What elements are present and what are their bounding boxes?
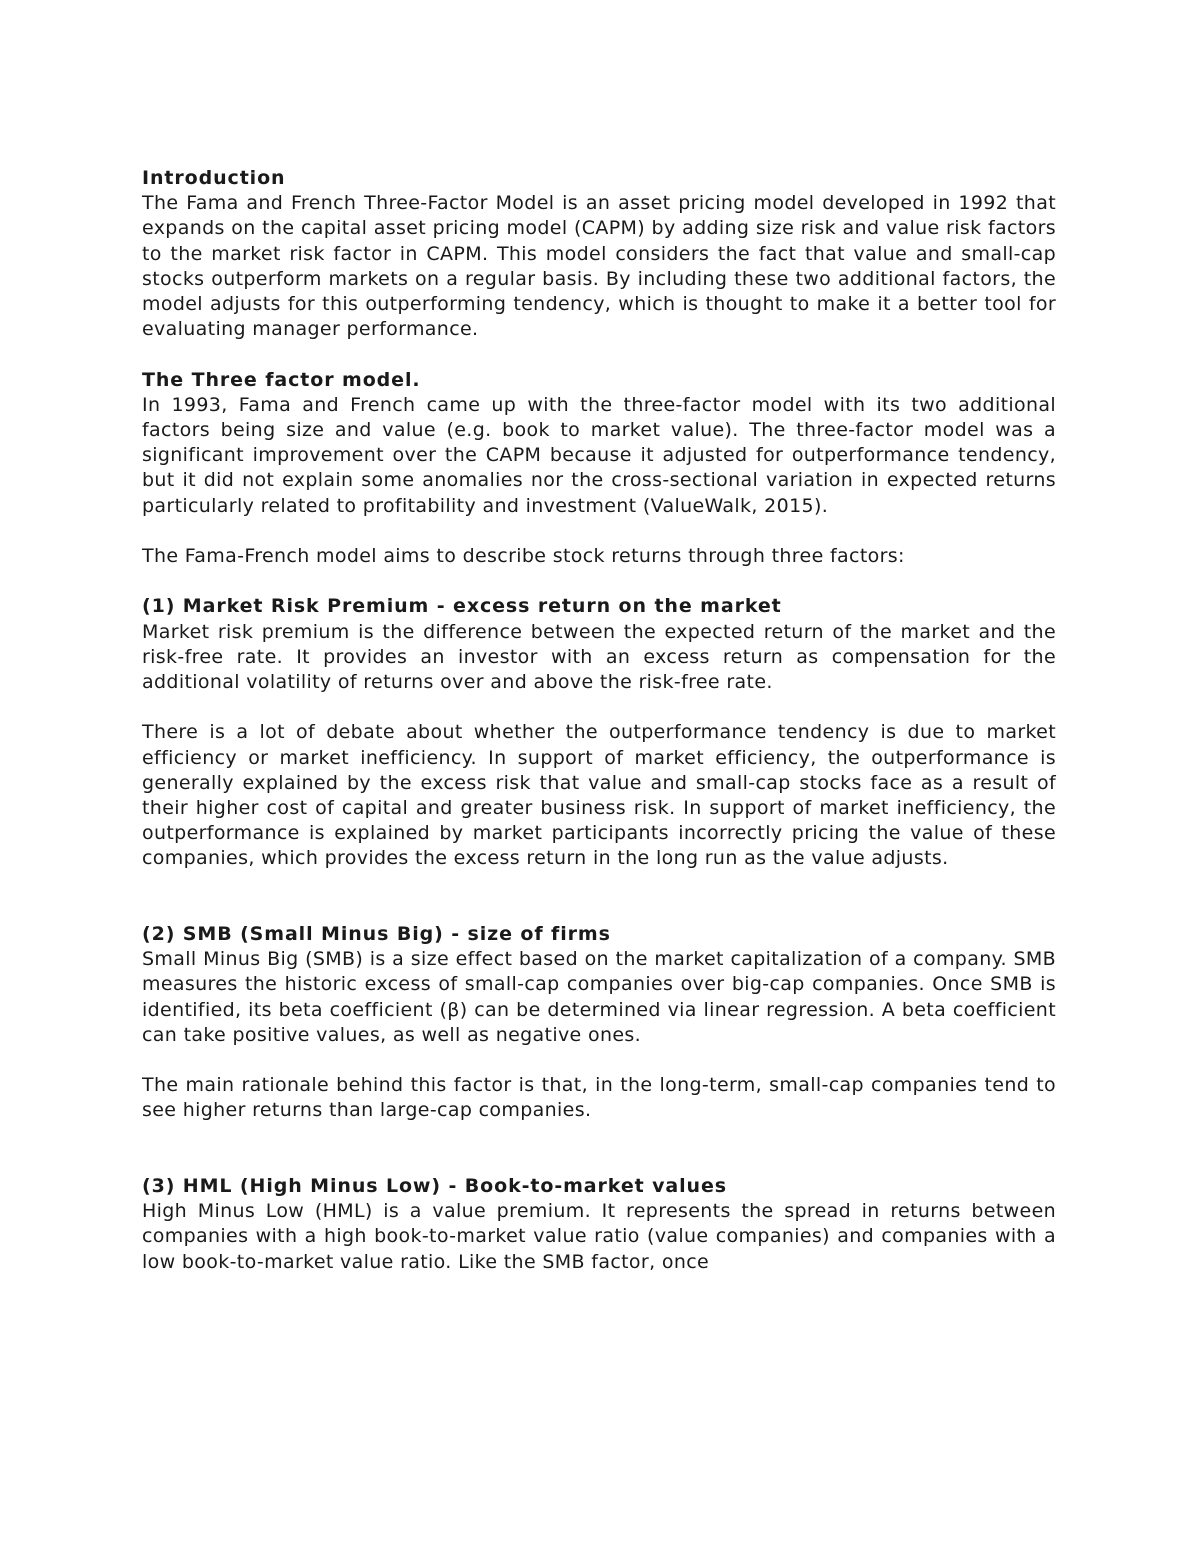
spacer [142, 1048, 1056, 1073]
market-risk-paragraph-1: Market risk premium is the difference between the expected return of the market and the risk-free rate. It provides an investor with an excess return as compensation for the additional volatility of returns over and above the risk-free rate. [142, 620, 1056, 694]
spacer [142, 695, 1056, 720]
three-factor-lead: The Fama-French model aims to describe stock returns through three factors: [142, 545, 905, 568]
spacer [142, 569, 1056, 594]
spacer [142, 1124, 1056, 1174]
hml-heading: (3) HML (High Minus Low) - Book-to-market values [142, 1175, 727, 1198]
intro-paragraph: The Fama and French Three-Factor Model is an asset pricing model developed in 1992 that expands on the capital asset pricing model (CAPM) by adding size risk and value risk factors to the market risk factor in CAPM. This model considers the fact that value and small-cap stocks outperform markets on a regular basis. By including these two additional factors, the model adjusts for this outperforming tendency, which is thought to make it a better tool for evaluating manager performance. [142, 192, 1056, 341]
spacer [142, 342, 1056, 367]
smb-heading: (2) SMB (Small Minus Big) - size of firms [142, 923, 611, 946]
three-factor-paragraph: In 1993, Fama and French came up with the three-factor model with its two additional factors being size and value (e.g. book to market value). The three-factor model was a significant improvement over the CAPM because it adjusted for outperformance tendency, but it did not explain some anomalies nor the cross-sectional variation in expected returns particularly related to profitability and investment (ValueWalk, 2015). [142, 393, 1056, 517]
spacer [142, 519, 1056, 544]
smb-paragraph-2: The main rationale behind this factor is that, in the long-term, small-cap companies tend to see higher returns than large-cap companies. [142, 1074, 1056, 1122]
smb-paragraph-1: Small Minus Big (SMB) is a size effect based on the market capitalization of a company. SMB measures the historic excess of small-cap companies over big-cap companies. Once SMB is identified, its beta coefficient (β) can be determined via linear regression. A beta coefficient can take positive values, as well as negative ones. [142, 948, 1056, 1046]
three-factor-heading: The Three factor model. [142, 368, 421, 391]
spacer [142, 872, 1056, 922]
document-page [142, 166, 1056, 1275]
market-risk-paragraph-2: There is a lot of debate about whether the outperformance tendency is due to market efficiency or market inefficiency. In support of market efficiency, the outperformance is generally explained by the excess risk that value and small-cap stocks face as a result of their higher cost of capital and greater business risk. In support of market inefficiency, the outperformance is explained by market participants incorrectly pricing the value of these companies, which provides the excess return in the long run as the value adjusts. [142, 721, 1056, 870]
intro-heading: Introduction [142, 167, 286, 189]
market-risk-heading: (1) Market Risk Premium - excess return on the market [142, 595, 782, 618]
hml-paragraph-1: High Minus Low (HML) is a value premium. It represents the spread in returns between companies with a high book-to-market value ratio (value companies) and companies with a low book-to-market value ratio. Like the SMB factor, once [142, 1200, 1056, 1273]
